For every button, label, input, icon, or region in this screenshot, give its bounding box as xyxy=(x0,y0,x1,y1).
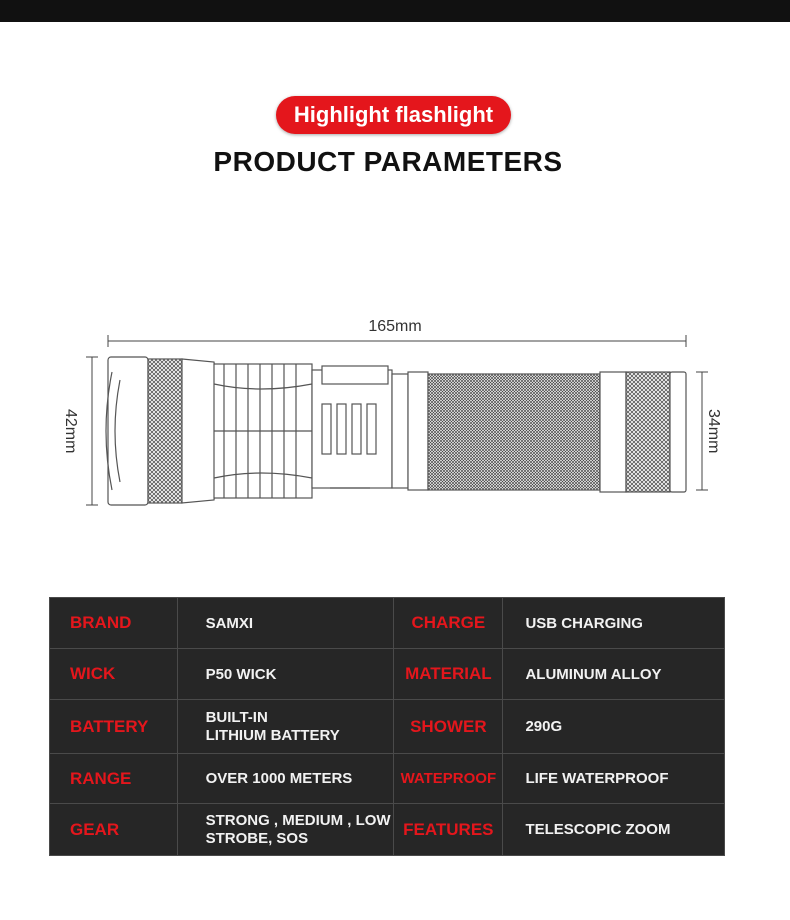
spec-label: SHOWER xyxy=(394,700,503,754)
spec-label: GEAR xyxy=(50,804,178,856)
table-row xyxy=(50,754,725,804)
spec-label: BATTERY xyxy=(50,700,178,754)
spec-value xyxy=(177,700,394,754)
spec-label: BRAND xyxy=(50,598,178,649)
head-diameter-line xyxy=(86,357,98,505)
spec-label: MATERIAL xyxy=(394,649,503,700)
head-diameter-label: 42mm xyxy=(62,409,79,454)
length-label: 165mm xyxy=(368,318,422,335)
spec-value: OVER 1000 METERS xyxy=(177,754,394,804)
spec-value: LIFE WATERPROOF xyxy=(503,754,725,804)
spec-label: RANGE xyxy=(50,754,178,804)
product-badge: Highlight flashlight xyxy=(276,96,511,134)
table-row xyxy=(50,804,725,856)
spec-value-line: STRONG , MEDIUM , LOW xyxy=(205,811,391,829)
spec-label: CHARGE xyxy=(394,598,503,649)
spec-label: WATEPROOF xyxy=(394,754,503,804)
spec-value: ALUMINUM ALLOY xyxy=(503,649,725,700)
spec-label: WICK xyxy=(50,649,178,700)
spec-value: TELESCOPIC ZOOM xyxy=(503,804,725,856)
spec-value: 290G xyxy=(503,700,725,754)
table-row xyxy=(50,598,725,649)
spec-value-line: STROBE, SOS xyxy=(205,829,309,847)
spec-label: FEATURES xyxy=(394,804,503,856)
table-row xyxy=(50,700,725,754)
spec-value xyxy=(177,804,394,856)
spec-value-line: LITHIUM BATTERY xyxy=(205,726,340,744)
spec-value: USB CHARGING xyxy=(503,598,725,649)
spec-table xyxy=(49,597,725,856)
spec-value-line: BUILT-IN xyxy=(205,708,268,726)
page-title: PRODUCT PARAMETERS xyxy=(213,146,563,177)
table-row xyxy=(50,649,725,700)
spec-value: P50 WICK xyxy=(177,649,394,700)
flashlight-outline xyxy=(106,357,686,505)
spec-value: SAMXI xyxy=(177,598,394,649)
body-diameter-label: 34mm xyxy=(705,409,722,454)
length-dimension-line xyxy=(108,335,686,347)
